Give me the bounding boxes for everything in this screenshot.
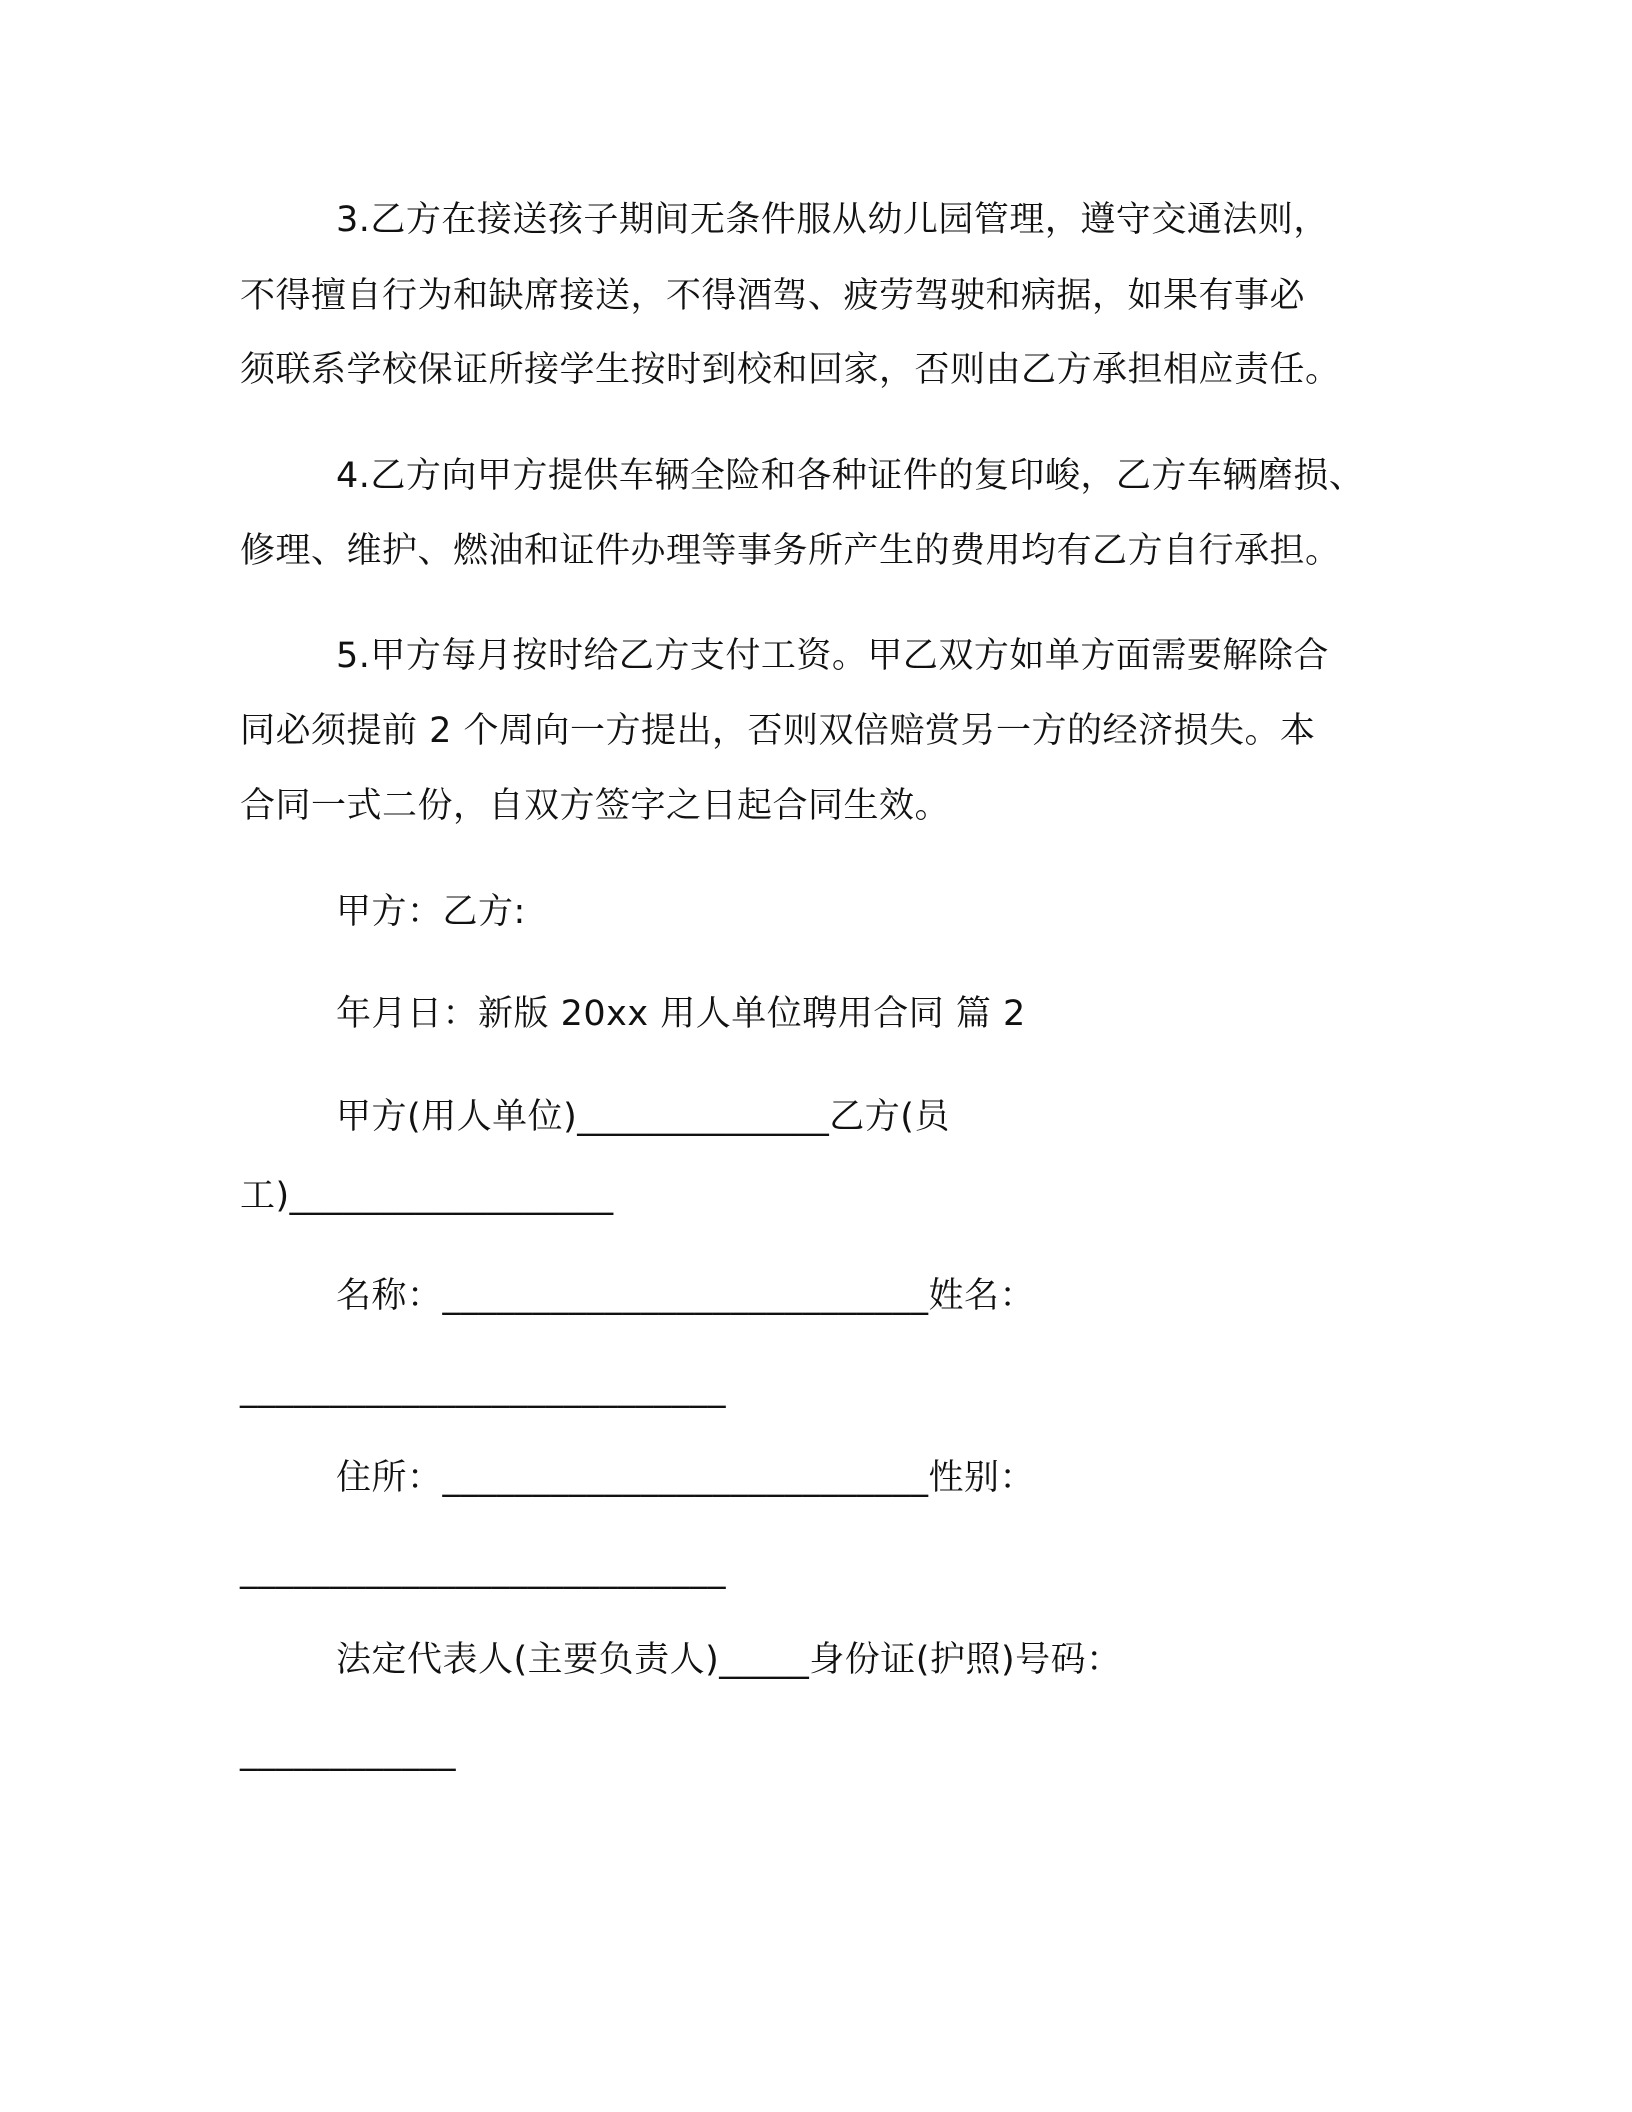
clause-3-line-3: 须联系学校保证所接学生按时到校和回家，否则由乙方承担相应责任。 <box>240 350 1341 390</box>
party-a-b-line-1: 甲方(用人单位)______________乙方(员 <box>336 1097 950 1137</box>
clause-4-line-2: 修理、维护、燃油和证件办理等事务所产生的费用均有乙方自行承担。 <box>240 531 1341 571</box>
clause-4-line-1: 4.乙方向甲方提供车辆全险和各种证件的复印峻，乙方车辆磨损、 <box>336 456 1365 496</box>
address-gender-line-2: ___________________________ <box>240 1550 726 1590</box>
date-title-line: 年月日：新版 20xx 用人单位聘用合同 篇 2 <box>336 994 1026 1034</box>
clause-5-line-1: 5.甲方每月按时给乙方支付工资。甲乙双方如单方面需要解除合 <box>336 636 1329 676</box>
name-field-line-2: ___________________________ <box>240 1369 726 1409</box>
name-field-line-1: 名称：___________________________姓名： <box>336 1276 1036 1316</box>
clause-5-line-2: 同必须提前 2 个周向一方提出，否则双倍赔赏另一方的经济损失。本 <box>240 711 1316 751</box>
legal-rep-id-line-2: ____________ <box>240 1732 456 1772</box>
address-gender-line-1: 住所：___________________________性别： <box>336 1458 1036 1498</box>
party-a-b-line-2: 工)__________________ <box>240 1176 614 1216</box>
clause-3-line-2: 不得擅自行为和缺席接送，不得酒驾、疲劳驾驶和病据，如果有事必 <box>240 276 1306 316</box>
clause-5-line-3: 合同一式二份，自双方签字之日起合同生效。 <box>240 786 951 826</box>
clause-3-line-1: 3.乙方在接送孩子期间无条件服从幼儿园管理，遵守交通法则， <box>336 200 1329 240</box>
legal-rep-id-line-1: 法定代表人(主要负责人)_____身份证(护照)号码： <box>336 1640 1122 1680</box>
party-signature-line: 甲方：乙方: <box>336 892 526 932</box>
